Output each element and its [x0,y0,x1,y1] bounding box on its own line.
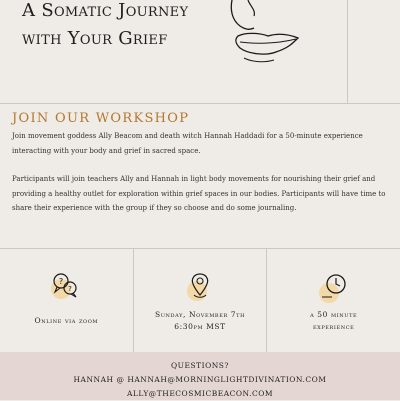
hero-section [0,0,400,103]
format-text: Online via zoom [34,316,99,325]
info-format [0,249,134,353]
info-date [134,249,268,353]
duration-line-1: a 50 minute [310,310,358,319]
duration-line-2: experience [312,322,355,331]
title-line-1: A Somatic Journey [22,0,189,21]
hero-vertical-divider [347,0,348,103]
workshop-section [12,111,388,216]
date-line-2: 6:30pm MST [174,322,226,331]
svg-text:?: ? [59,277,64,286]
workshop-heading: JOIN OUR WORKSHOP [12,111,190,126]
map-pin-icon [185,271,215,301]
workshop-details: Participants will join teachers Ally and Hannah in light body movements for nourishing their grief and providing a healthy outlet for exploration within grief spaces in our bodies. Participants will have time to share their experience with the group if they so choose and do some journaling. [12,175,386,212]
workshop-intro: Join movement goddess Ally Beacom and death witch Hannah Haddadi for a 50-minute experience interacting with your body and grief in sacred space. [12,132,363,155]
info-duration [267,249,400,353]
title-line-2: with Your Grief [22,28,168,49]
contact-footer [0,352,400,400]
hannah-contact-link[interactable]: HANNAH @ HANNAH@MORNINGLIGHTDIVINATION.COM [73,375,327,384]
face-line-art-icon [226,0,306,68]
info-row [0,248,400,353]
questions-heading: QUESTIONS? [171,361,229,370]
svg-text:?: ? [68,285,73,293]
ally-contact-link[interactable]: ALLY@THECOSMICBEACON.COM [126,389,274,398]
section-divider [0,103,400,104]
chat-bubbles-icon [51,271,81,301]
page-title [22,0,222,53]
clock-icon [319,271,349,301]
date-line-1: Sunday, November 7th [154,310,246,319]
